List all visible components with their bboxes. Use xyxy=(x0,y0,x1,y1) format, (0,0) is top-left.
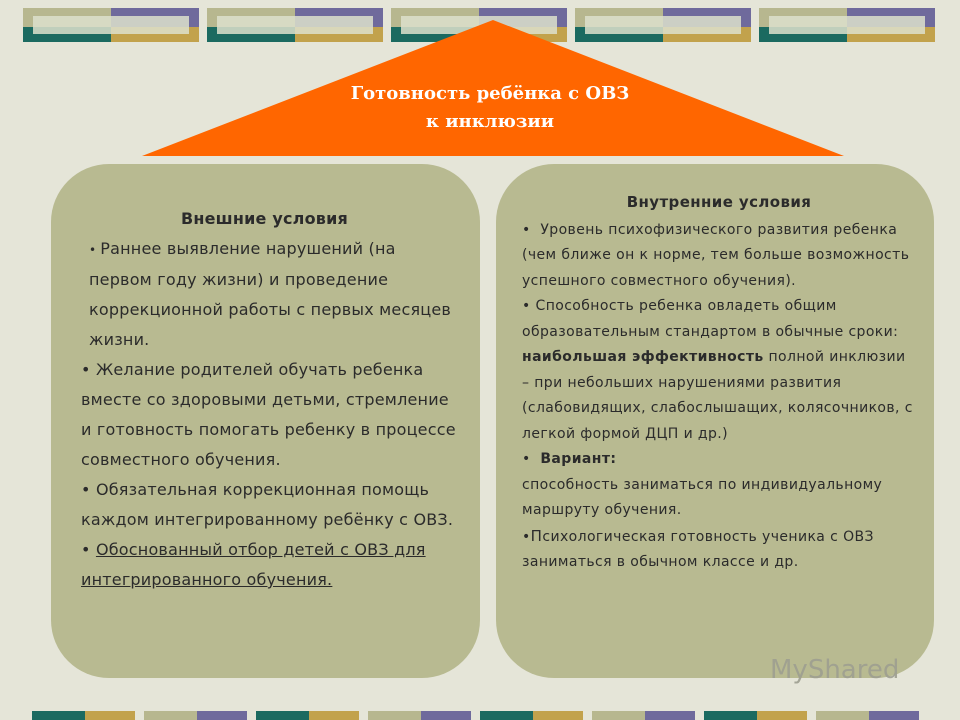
bottom-decoration xyxy=(0,711,960,720)
list-item: наибольшая эффективность полной инклюзии – при небольших нарушениями развития (слабовидящих, слабослышащих, колясочников, с легкой формой ДЦП и др.) xyxy=(522,349,913,442)
title-line-1: Готовность ребёнка с ОВЗ xyxy=(350,83,630,104)
list-item: • Обоснованный отбор детей с ОВЗ для интегрированного обучения. xyxy=(81,540,426,589)
internal-conditions-panel xyxy=(496,164,934,678)
title-line-2: к инклюзии xyxy=(425,111,555,132)
slide-title xyxy=(300,80,680,136)
list-item: • Желание родителей обучать ребенка вместе со здоровыми детьми, стремление и готовность помогать ребенку в процессе совместного обучения. xyxy=(81,360,456,469)
list-item: • Обязательная коррекционная помощь каждом интегрированному ребёнку с ОВЗ. xyxy=(81,480,454,529)
external-conditions-title: Внешние условия xyxy=(180,209,348,228)
list-item: • Вариант: xyxy=(522,451,617,467)
list-item: • Способность ребенка овладеть общим образовательным стандартом в обычные сроки: xyxy=(522,298,899,340)
list-item: •Психологическая готовность ученика с ОВЗ заниматься в обычном классе и др. xyxy=(522,526,874,570)
external-conditions-panel xyxy=(51,164,480,678)
list-item: способность заниматься по индивидуальному маршруту обучения. xyxy=(522,476,883,518)
list-item: • Раннее выявление нарушений (на первом году жизни) и проведение коррекционной работы с первых месяцев жизни. xyxy=(89,239,452,349)
list-item: • Уровень психофизического развития ребенка (чем ближе он к норме, тем больше возможность успешного совместного обучения). xyxy=(522,221,910,289)
internal-conditions-title: Внутренние условия xyxy=(626,193,812,211)
watermark-logo: MyShared xyxy=(770,655,900,685)
